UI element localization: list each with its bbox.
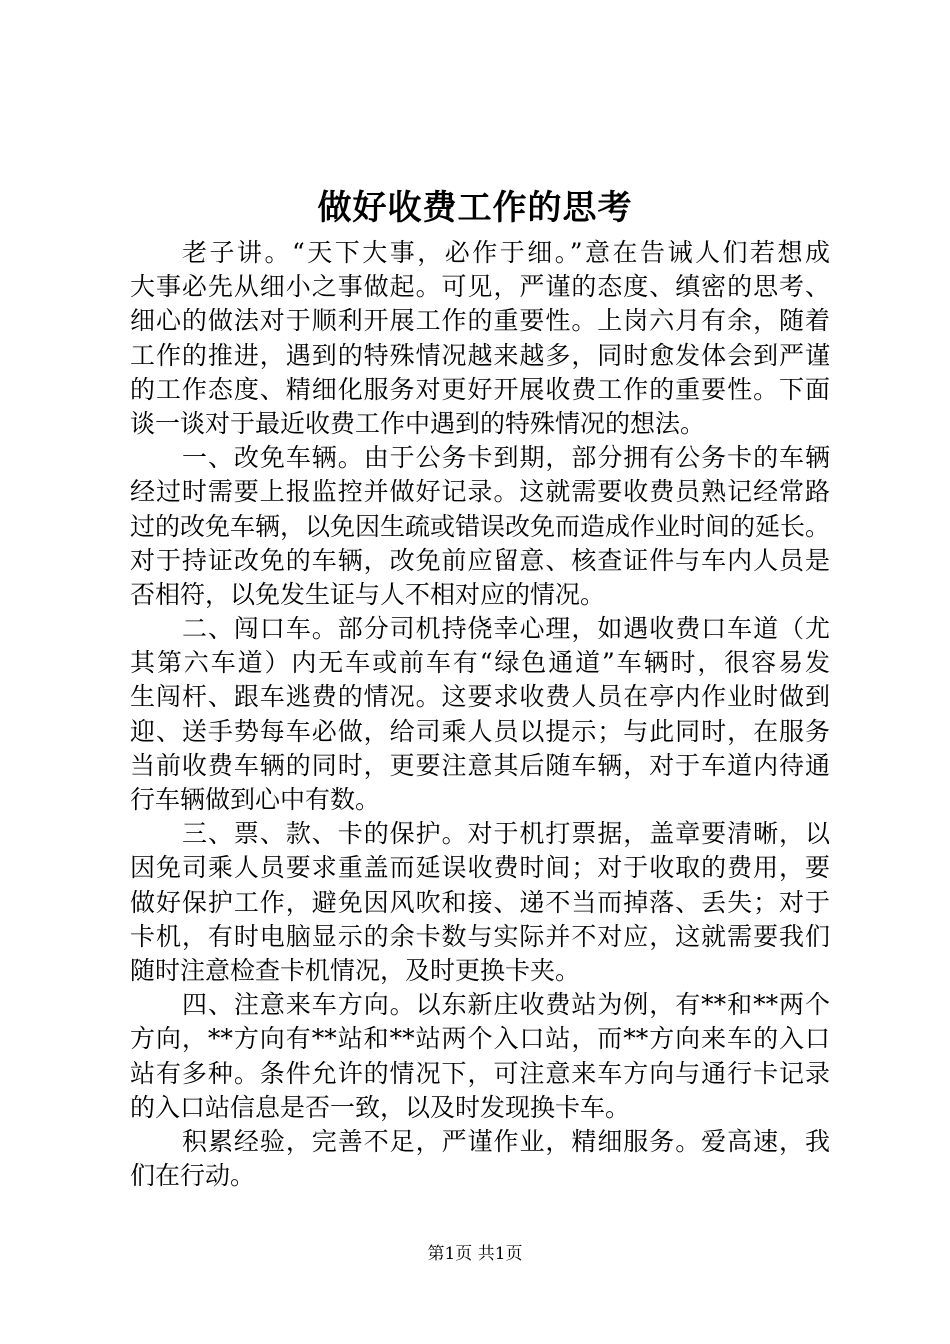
- paragraph-line: 积累经验，完善不足，严谨作业，精细服务。爱高速，我: [182, 1126, 830, 1156]
- paragraph-line: 站有多种。条件允许的情况下，可注意来车方向与通行卡记录: [130, 1058, 830, 1088]
- paragraph-line: 谈一谈对于最近收费工作中遇到的特殊情况的想法。: [130, 408, 706, 438]
- paragraph-line: 做好保护工作，避免因风吹和接、递不当而掉落、丢失；对于: [130, 887, 830, 917]
- paragraph-line: 老子讲。“天下大事，必作于细。”意在告诫人们若想成: [182, 238, 830, 267]
- paragraph-line: 卡机，有时电脑显示的余卡数与实际并不对应，这就需要我们: [130, 921, 830, 951]
- paragraph-line: 其第六车道）内无车或前车有“绿色通道”车辆时，很容易发: [130, 648, 830, 678]
- paragraph-line: 过的改免车辆，以免因生疏或错误改免而造成作业时间的延长。: [130, 511, 831, 541]
- paragraph-line: 的入口站信息是否一致，以及时发现换卡车。: [130, 1092, 631, 1122]
- paragraph-line: 细心的做法对于顺利开展工作的重要性。上岗六月有余，随着: [130, 306, 830, 336]
- paragraph-line: 行车辆做到心中有数。: [130, 785, 381, 814]
- paragraph-line: 工作的推进，遇到的特殊情况越来越多，同时愈发体会到严谨: [130, 340, 830, 370]
- paragraph-line: 三、票、款、卡的保护。对于机打票据，盖章要清晰，以: [182, 819, 830, 849]
- paragraph-line: 二、闯口车。部分司机持侥幸心理，如遇收费口车道（尤: [182, 614, 830, 644]
- page-footer: 第1页 共1页: [427, 1244, 523, 1264]
- paragraph-line: 方向，**方向有**站和**站两个入口站，而**方向来车的入口: [130, 1024, 830, 1054]
- document-body: [130, 236, 830, 1193]
- paragraph-line: 一、改免车辆。由于公务卡到期，部分拥有公务卡的车辆: [182, 443, 830, 473]
- paragraph-line: 的工作态度、精细化服务对更好开展收费工作的重要性。下面: [130, 374, 830, 404]
- paragraph-line: 因免司乘人员要求重盖而延误收费时间；对于收取的费用，要: [130, 853, 830, 883]
- document-title: 做好收费工作的思考: [317, 188, 633, 228]
- paragraph-line: 大事必先从细小之事做起。可见，严谨的态度、缜密的思考、: [130, 272, 830, 302]
- paragraph-line: 否相符，以免发生证与人不相对应的情况。: [130, 579, 606, 609]
- paragraph-line: 四、注意来车方向。以东新庄收费站为例，有**和**两个: [182, 990, 830, 1020]
- paragraph-line: 迎、送手势每车必做，给司乘人员以提示；与此同时，在服务: [130, 716, 830, 746]
- paragraph-line: 对于持证改免的车辆，改免前应留意、核查证件与车内人员是: [130, 545, 830, 575]
- paragraph-line: 经过时需要上报监控并做好记录。这就需要收费员熟记经常路: [130, 477, 830, 507]
- paragraph-line: 生闯杆、跟车逃费的情况。这要求收费人员在亭内作业时做到: [130, 682, 830, 712]
- paragraph-line: 们在行动。: [130, 1161, 256, 1191]
- paragraph-line: 当前收费车辆的同时，更要注意其后随车辆，对于车道内待通: [130, 750, 830, 780]
- paragraph-line: 随时注意检查卡机情况，及时更换卡夹。: [130, 955, 581, 985]
